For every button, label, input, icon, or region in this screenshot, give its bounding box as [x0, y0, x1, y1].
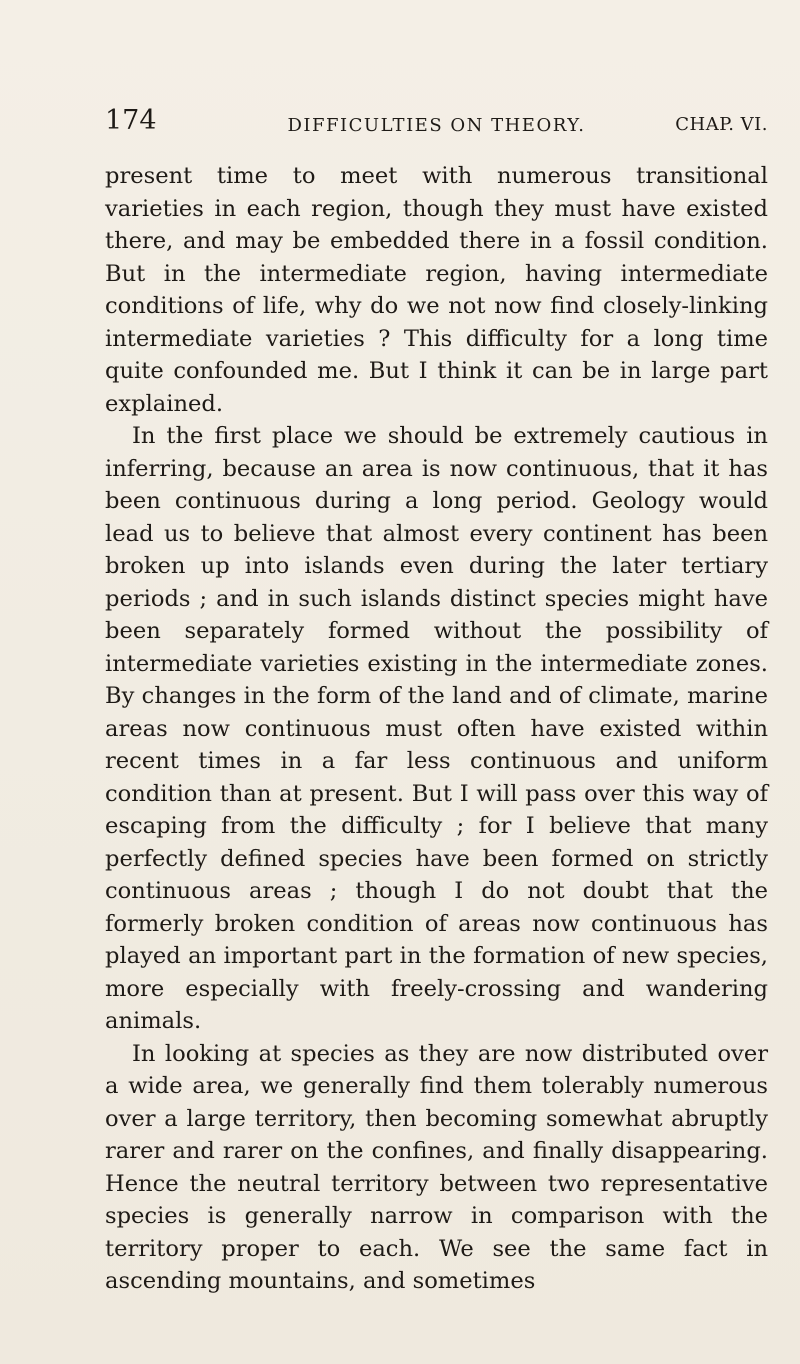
page-header: [105, 106, 768, 146]
running-title: DIFFICULTIES ON THEORY.: [287, 115, 586, 136]
paragraph: In looking at species as they are now distributed over a wide area, we generally find them tolerably numerous over a large territory, then becoming somewhat abruptly rarer and rarer on the confines, and finally disappearing. Hence the neutral territory between two representative species is generally narrow in comparison with the territory proper to each. We see the same fact in ascending mountains, and sometimes: [105, 1040, 768, 1294]
paragraph-continued: present time to meet with numerous transitional varieties in each region, though they must have existed there, and may be embedded there in a fossil condition. But in the intermediate region, having intermediate conditions of life, why do we not now find closely-linking intermediate varieties ? This difficulty for a long time quite confounded me. But I think it can be in large part explained.: [105, 163, 768, 417]
body-text: [105, 160, 768, 1298]
chapter-label: CHAP. VI.: [675, 114, 768, 135]
paragraph: In the first place we should be extremely cautious in inferring, because an area is now continuous, that it has been continuous during a long period. Geology would lead us to believe that almost every continent has been broken up into islands even during the later tertiary periods ; and in such islands distinct species might have been separately formed without the possibility of intermediate varieties existing in the intermediate zones. By changes in the form of the land and of climate, marine areas now continuous must often have existed within recent times in a far less continuous and uniform condition than at present. But I will pass over this way of escaping from the difficulty ; for I believe that many perfectly defined species have been formed on strictly continuous areas ; though I do not doubt that the formerly broken condition of areas now continuous has played an important part in the formation of new species, more especially with freely-crossing and wandering animals.: [105, 423, 768, 1034]
page-number: 174: [105, 105, 157, 136]
